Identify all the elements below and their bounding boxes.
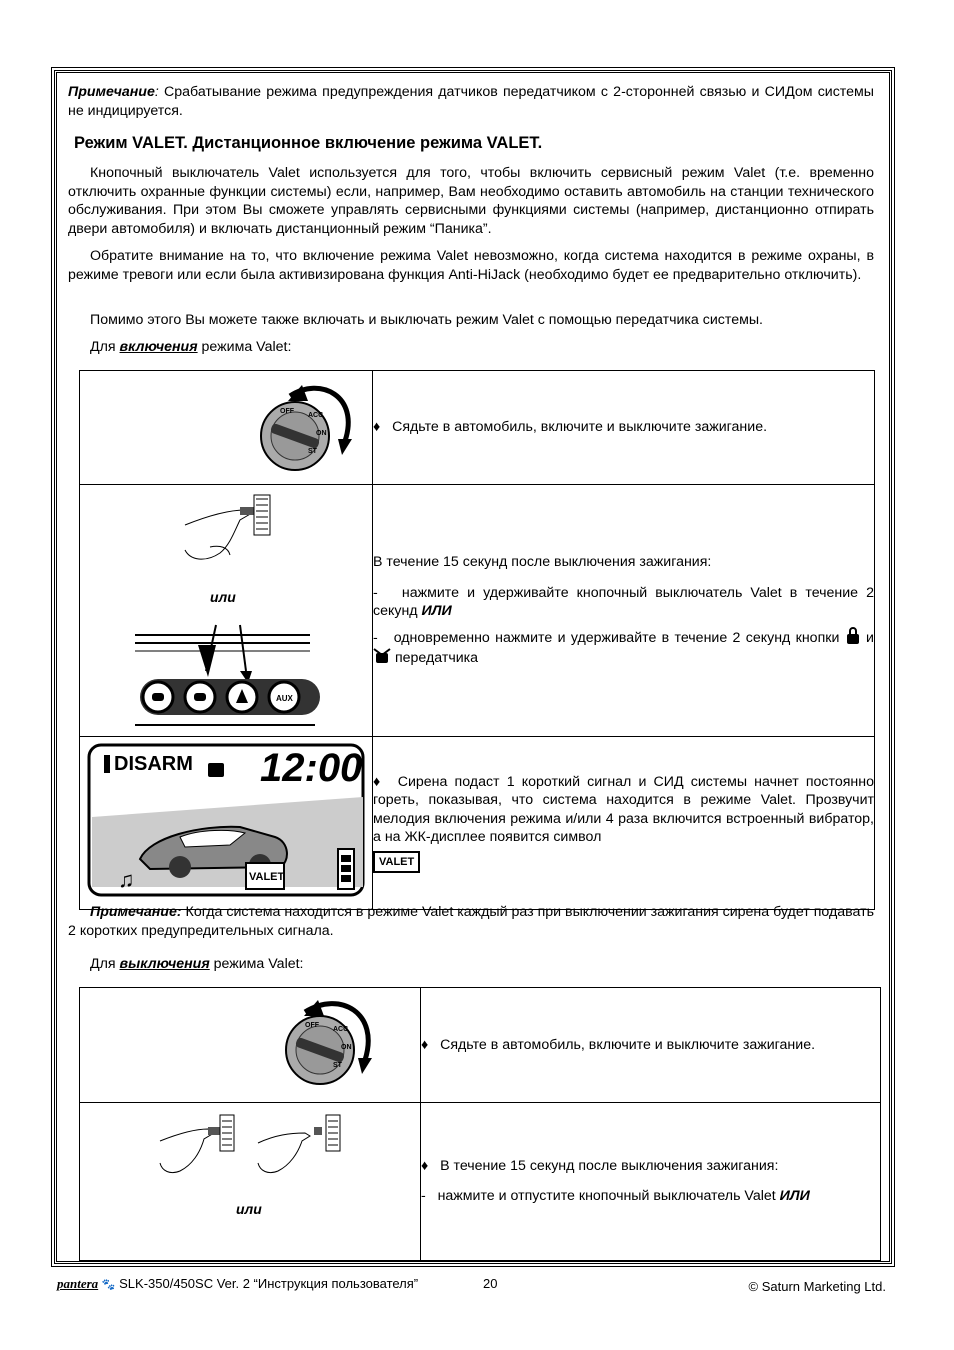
disable-step-2-text: ♦ В течение 15 секунд после выключения зажигания: - нажмите и отпустите кнопочный выключатель Valet ИЛИ — [421, 1102, 881, 1261]
disable-step-1-text: ♦ Сядьте в автомобиль, включите и выключите зажигание. — [421, 988, 881, 1103]
section-heading: Режим VALET. Дистанционное включение режима VALET. — [74, 134, 543, 152]
ignition-key-icon — [80, 988, 420, 1096]
music-note-icon: ♫ — [118, 867, 135, 892]
finger-press-icon — [80, 1103, 420, 1255]
disable-steps-table — [79, 987, 881, 1261]
lcd-time: 12:00 — [260, 746, 363, 790]
table-row — [80, 737, 875, 910]
finger-press-icon — [80, 485, 372, 731]
ignition-on-label: ON — [341, 1044, 352, 1051]
ignition-image-cell — [80, 988, 421, 1103]
enable-step-2-text — [373, 484, 875, 737]
note-valet-ignition: Примечание: Когда система находится в режиме Valet каждый раз при выключении зажигания сирена будет подавать 2 коротких предупредительных сигнала. — [68, 904, 874, 939]
aux-label: AUX — [276, 693, 293, 703]
lock-icon — [845, 627, 861, 645]
button-press-image-cell — [80, 1102, 421, 1261]
disable-step-2-intro: В течение 15 секунд после выключения зажигания: — [440, 1157, 779, 1174]
page-number: 20 — [483, 1276, 498, 1291]
disable-label: Для выключения режима Valet: — [90, 956, 304, 972]
lcd-display-icon — [80, 737, 372, 903]
ignition-image-cell — [80, 371, 373, 485]
lcd-image-cell — [80, 737, 373, 910]
panic-icon — [373, 647, 391, 665]
or-label: или — [236, 1200, 262, 1217]
footer-doc-title: SLK-350/450SC Ver. 2 “Инструкция пользователя” — [119, 1276, 419, 1291]
cat-logo-icon: 🐾 — [101, 1279, 116, 1291]
ignition-key-icon — [80, 371, 372, 478]
key-icon — [104, 755, 110, 773]
lcd-valet-icon: VALET — [249, 871, 285, 883]
ignition-st-label: ST — [333, 1062, 342, 1069]
enable-step-1-text: ♦ Сядьте в автомобиль, включите и выключите зажигание. — [373, 371, 875, 485]
enable-step-3-text: ♦ Сирена подаст 1 короткий сигнал и СИД системы начнет постоянно гореть, показывая, что система находится в режиме Valet. Прозвучит мелодия включения режима и/или 4 раза включится встроенный вибратор, а на ЖК-дисплее появится символ VALET — [373, 737, 875, 910]
footer-left — [57, 1276, 418, 1292]
enable-step-2-intro: В течение 15 секунд после выключения зажигания: — [373, 554, 712, 570]
or-label: или — [210, 588, 236, 605]
ignition-on-label: ON — [316, 430, 327, 437]
disable-step-2-option-1: - нажмите и отпустите кнопочный выключатель Valet ИЛИ — [421, 1188, 810, 1205]
brand-logo: pantera — [57, 1276, 99, 1291]
table-row — [80, 371, 875, 485]
paragraph-valet-purpose: Кнопочный выключатель Valet используется для того, чтобы включить сервисный режим Valet (т.е. временно отключить охранные функции системы) если, например, Вам необходимо оставить автомобиль на станции технического обслуживания. При этом Вы сможете управлять сервисными функциями системы (например, дистанционно отпирать двери автомобиля) и включать дистанционный режим “Паника”. — [68, 165, 874, 237]
valet-symbol-icon: VALET — [373, 851, 420, 873]
lcd-disarm-label: DISARM — [114, 753, 193, 775]
ignition-off-label: OFF — [280, 408, 294, 415]
button-press-image-cell — [80, 484, 373, 737]
ignition-off-label: OFF — [305, 1022, 319, 1029]
table-row — [80, 988, 881, 1103]
padlock-icon — [208, 763, 224, 777]
paragraph-valet-restriction: Обратите внимание на то, что включение режима Valet невозможно, когда система находится в режиме охраны, в режиме тревоги или если была активизирована функция Anti-HiJack (необходимо будет ее предварительно отключить). — [68, 248, 874, 283]
note-top: Примечание: Срабатывание режима предупреждения датчиков передатчиком с 2-сторонней связью и СИДом системы не индицируется. — [68, 84, 874, 119]
enable-label: Для включения режима Valet: — [90, 339, 292, 355]
ignition-acc-label: ACC — [333, 1026, 349, 1033]
paragraph-remote-toggle: Помимо этого Вы можете также включать и выключать режим Valet с помощью передатчика системы. — [90, 312, 763, 328]
table-row — [80, 1102, 881, 1261]
footer-copyright: © Saturn Marketing Ltd. — [748, 1279, 886, 1294]
enable-step-2-option-2: - одновременно нажмите и удерживайте в течение 2 секунд кнопки и передатчика — [373, 627, 874, 668]
ignition-st-label: ST — [308, 448, 317, 455]
enable-steps-table — [79, 370, 875, 910]
enable-step-2-option-1: - нажмите и удерживайте кнопочный выключатель Valet в течение 2 секунд ИЛИ — [373, 584, 874, 619]
ignition-acc-label: ACC — [308, 412, 324, 419]
table-row — [80, 484, 875, 737]
